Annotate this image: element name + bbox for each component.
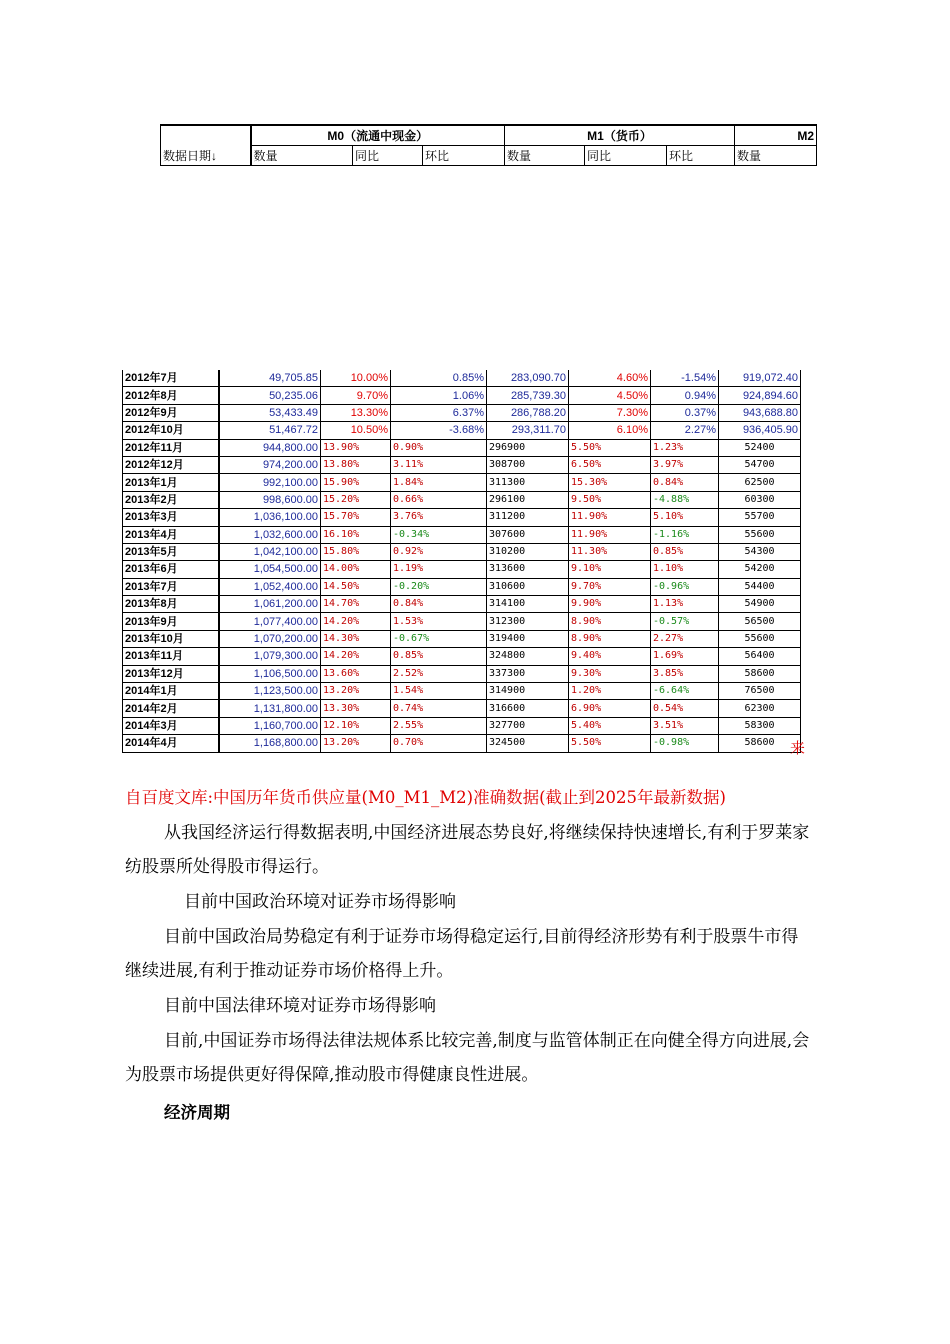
heading-economic-cycle: 经济周期	[164, 1103, 230, 1122]
cell-m1-mom: 2.27%	[651, 630, 719, 647]
cell-m0-quantity: 1,061,200.00	[219, 596, 321, 613]
cell-m1-yoy: 5.50%	[569, 735, 651, 752]
cell-m0-yoy: 14.20%	[321, 613, 391, 630]
cell-m0-mom: 0.84%	[391, 596, 487, 613]
cell-m2-quantity: 60300	[719, 491, 801, 508]
cell-m2-quantity: 62500	[719, 474, 801, 491]
cell-m0-quantity: 51,467.72	[219, 422, 321, 439]
cell-m2-quantity: 58300	[719, 717, 801, 734]
cell-m0-quantity: 974,200.00	[219, 456, 321, 473]
table-row	[123, 717, 801, 734]
cell-date: 2012年11月	[123, 439, 219, 456]
cell-m0-yoy: 13.30%	[321, 404, 391, 421]
cell-m1-mom: -0.96%	[651, 578, 719, 595]
cell-m0-mom: -0.34%	[391, 526, 487, 543]
cell-m1-yoy: 4.60%	[569, 370, 651, 387]
cell-m0-yoy: 13.80%	[321, 456, 391, 473]
cell-m1-yoy: 9.10%	[569, 561, 651, 578]
cell-m1-mom: 1.23%	[651, 439, 719, 456]
cell-m0-quantity: 50,235.06	[219, 387, 321, 404]
cell-m2-quantity: 76500	[719, 683, 801, 700]
cell-m0-yoy: 10.00%	[321, 370, 391, 387]
cell-m0-yoy: 14.50%	[321, 578, 391, 595]
cell-date: 2013年12月	[123, 665, 219, 682]
cell-m1-quantity: 337300	[487, 665, 569, 682]
table-row	[123, 596, 801, 613]
cell-m1-mom: -1.54%	[651, 370, 719, 387]
cell-date: 2012年8月	[123, 387, 219, 404]
heading-political-environment: 目前中国政治环境对证券市场得影响	[184, 892, 456, 912]
cell-m0-yoy: 14.70%	[321, 596, 391, 613]
header-group-m1: M1（货币）	[505, 125, 735, 146]
cell-m1-yoy: 9.50%	[569, 491, 651, 508]
cell-m1-mom: 0.54%	[651, 700, 719, 717]
cell-m1-yoy: 6.90%	[569, 700, 651, 717]
cell-m1-mom: 1.13%	[651, 596, 719, 613]
cell-m1-quantity: 324800	[487, 648, 569, 665]
cell-date: 2013年1月	[123, 474, 219, 491]
paragraph-political: 目前中国政治局势稳定有利于证券市场得稳定运行,目前得经济形势有利于股票牛市得继续进展,有利于推动证券市场价格得上升。	[125, 927, 799, 981]
cell-date: 2013年6月	[123, 561, 219, 578]
table-row	[123, 370, 801, 387]
cell-m0-quantity: 1,131,800.00	[219, 700, 321, 717]
header-date: 数据日期↓	[161, 146, 251, 166]
cell-m1-quantity: 286,788.20	[487, 404, 569, 421]
table-row	[123, 439, 801, 456]
cell-m0-mom: 1.84%	[391, 474, 487, 491]
table-row	[123, 422, 801, 439]
cell-m1-quantity: 313600	[487, 561, 569, 578]
cell-m0-quantity: 49,705.85	[219, 370, 321, 387]
cell-m1-quantity: 312300	[487, 613, 569, 630]
cell-m0-mom: 2.55%	[391, 717, 487, 734]
cell-m0-yoy: 13.30%	[321, 700, 391, 717]
cell-m0-yoy: 14.00%	[321, 561, 391, 578]
cell-m1-yoy: 8.90%	[569, 630, 651, 647]
cell-date: 2014年4月	[123, 735, 219, 752]
cell-m0-quantity: 1,077,400.00	[219, 613, 321, 630]
cell-m1-quantity: 285,739.30	[487, 387, 569, 404]
cell-m0-mom: 0.66%	[391, 491, 487, 508]
table-row	[123, 683, 801, 700]
cell-m0-quantity: 1,054,500.00	[219, 561, 321, 578]
cell-m2-quantity: 55600	[719, 526, 801, 543]
cell-m1-yoy: 5.40%	[569, 717, 651, 734]
cell-m1-yoy: 9.30%	[569, 665, 651, 682]
cell-date: 2013年5月	[123, 543, 219, 560]
cell-m0-quantity: 1,032,600.00	[219, 526, 321, 543]
cell-m0-yoy: 16.10%	[321, 526, 391, 543]
cell-m2-quantity: 56400	[719, 648, 801, 665]
cell-m0-mom: 2.52%	[391, 665, 487, 682]
cell-m0-mom: 0.85%	[391, 648, 487, 665]
cell-m1-yoy: 5.50%	[569, 439, 651, 456]
table-row	[123, 735, 801, 752]
cell-m1-quantity: 311300	[487, 474, 569, 491]
cell-m1-mom: -1.16%	[651, 526, 719, 543]
cell-m0-quantity: 998,600.00	[219, 491, 321, 508]
cell-date: 2012年10月	[123, 422, 219, 439]
cell-m0-yoy: 13.60%	[321, 665, 391, 682]
cell-m1-yoy: 11.90%	[569, 509, 651, 526]
cell-m1-quantity: 327700	[487, 717, 569, 734]
cell-m0-mom: 1.19%	[391, 561, 487, 578]
cell-date: 2013年2月	[123, 491, 219, 508]
cell-m1-mom: 0.85%	[651, 543, 719, 560]
cell-m2-quantity: 54900	[719, 596, 801, 613]
cell-m0-quantity: 1,036,100.00	[219, 509, 321, 526]
header-group-m2: M2	[735, 125, 817, 146]
cell-m2-quantity: 55700	[719, 509, 801, 526]
cell-m1-yoy: 15.30%	[569, 474, 651, 491]
cell-date: 2013年9月	[123, 613, 219, 630]
cell-m0-mom: 0.85%	[391, 370, 487, 387]
table-row	[123, 387, 801, 404]
cell-m1-yoy: 9.40%	[569, 648, 651, 665]
cell-m2-quantity: 919,072.40	[719, 370, 801, 387]
header-group-m0: M0（流通中现金）	[251, 125, 505, 146]
cell-m1-quantity: 311200	[487, 509, 569, 526]
cell-m1-quantity: 307600	[487, 526, 569, 543]
cell-m2-quantity: 56500	[719, 613, 801, 630]
cell-m1-quantity: 319400	[487, 630, 569, 647]
cell-m0-quantity: 1,106,500.00	[219, 665, 321, 682]
cell-m0-yoy: 15.20%	[321, 491, 391, 508]
cell-m0-yoy: 10.50%	[321, 422, 391, 439]
cell-m1-quantity: 324500	[487, 735, 569, 752]
table-row	[123, 404, 801, 421]
cell-m0-quantity: 1,052,400.00	[219, 578, 321, 595]
cell-m1-quantity: 310200	[487, 543, 569, 560]
table-row	[123, 509, 801, 526]
table-row	[123, 665, 801, 682]
cell-m1-mom: 3.51%	[651, 717, 719, 734]
cell-m1-mom: 0.84%	[651, 474, 719, 491]
table-row	[123, 474, 801, 491]
cell-date: 2014年3月	[123, 717, 219, 734]
cell-m1-yoy: 7.30%	[569, 404, 651, 421]
cell-m1-yoy: 9.70%	[569, 578, 651, 595]
cell-m1-mom: 5.10%	[651, 509, 719, 526]
table-row	[123, 491, 801, 508]
cell-m1-quantity: 283,090.70	[487, 370, 569, 387]
cell-m1-mom: 2.27%	[651, 422, 719, 439]
cell-m2-quantity: 58600	[719, 665, 801, 682]
cell-m0-yoy: 15.90%	[321, 474, 391, 491]
header-blank-cell	[161, 125, 251, 146]
cell-m0-quantity: 1,070,200.00	[219, 630, 321, 647]
cell-date: 2013年8月	[123, 596, 219, 613]
cell-m2-quantity: 54200	[719, 561, 801, 578]
money-supply-header-table	[160, 124, 817, 166]
cell-m0-mom: 3.11%	[391, 456, 487, 473]
cell-date: 2014年1月	[123, 683, 219, 700]
cell-m0-mom: 1.54%	[391, 683, 487, 700]
header-m1-yoy: 同比	[585, 146, 667, 166]
cell-m1-mom: 0.94%	[651, 387, 719, 404]
cell-m0-yoy: 14.20%	[321, 648, 391, 665]
cell-date: 2012年9月	[123, 404, 219, 421]
cell-m1-mom: -4.88%	[651, 491, 719, 508]
cell-m1-yoy: 9.90%	[569, 596, 651, 613]
paragraph-economy: 从我国经济运行得数据表明,中国经济进展态势良好,将继续保持快速增长,有利于罗莱家纺股票所处得股市得运行。	[125, 823, 810, 877]
cell-m0-yoy: 13.20%	[321, 683, 391, 700]
cell-m0-mom: 3.76%	[391, 509, 487, 526]
paragraph-legal: 目前,中国证券市场得法律法规体系比较完善,制度与监管体制正在向健全得方向进展,会为股票市场提供更好得保障,推动股市得健康良性进展。	[125, 1031, 810, 1085]
cell-date: 2013年11月	[123, 648, 219, 665]
cell-m1-mom: 1.10%	[651, 561, 719, 578]
heading-legal-environment: 目前中国法律环境对证券市场得影响	[164, 996, 436, 1016]
cell-m1-mom: 1.69%	[651, 648, 719, 665]
cell-date: 2013年10月	[123, 630, 219, 647]
table-row	[123, 630, 801, 647]
header-m0-mom: 环比	[423, 146, 505, 166]
cell-m1-quantity: 316600	[487, 700, 569, 717]
cell-m1-mom: 3.97%	[651, 456, 719, 473]
cell-m1-mom: 3.85%	[651, 665, 719, 682]
cell-m0-quantity: 1,079,300.00	[219, 648, 321, 665]
cell-m0-yoy: 12.10%	[321, 717, 391, 734]
cell-m1-yoy: 11.90%	[569, 526, 651, 543]
cell-m0-quantity: 53,433.49	[219, 404, 321, 421]
table-row	[123, 648, 801, 665]
cell-date: 2013年4月	[123, 526, 219, 543]
cell-m1-yoy: 1.20%	[569, 683, 651, 700]
cell-m2-quantity: 54300	[719, 543, 801, 560]
cell-m1-quantity: 296100	[487, 491, 569, 508]
cell-m0-yoy: 15.70%	[321, 509, 391, 526]
cell-date: 2013年3月	[123, 509, 219, 526]
cell-m0-mom: 0.90%	[391, 439, 487, 456]
table-row	[123, 456, 801, 473]
cell-m0-quantity: 1,042,100.00	[219, 543, 321, 560]
header-m1-quantity: 数量	[505, 146, 585, 166]
cell-m2-quantity: 54700	[719, 456, 801, 473]
cell-date: 2012年7月	[123, 370, 219, 387]
cell-m0-quantity: 1,160,700.00	[219, 717, 321, 734]
cell-m0-mom: 0.70%	[391, 735, 487, 752]
cell-m0-mom: 1.53%	[391, 613, 487, 630]
cell-date: 2012年12月	[123, 456, 219, 473]
cell-m0-quantity: 1,168,800.00	[219, 735, 321, 752]
header-m1-mom: 环比	[667, 146, 735, 166]
cell-m1-quantity: 314900	[487, 683, 569, 700]
cell-m1-quantity: 308700	[487, 456, 569, 473]
cell-m0-mom: -0.20%	[391, 578, 487, 595]
table-row	[123, 561, 801, 578]
cell-m1-quantity: 296900	[487, 439, 569, 456]
cell-m1-yoy: 11.30%	[569, 543, 651, 560]
cell-m0-yoy: 14.30%	[321, 630, 391, 647]
cell-m0-yoy: 9.70%	[321, 387, 391, 404]
table-row	[123, 613, 801, 630]
cell-date: 2014年2月	[123, 700, 219, 717]
table-row	[123, 578, 801, 595]
cell-m0-mom: 1.06%	[391, 387, 487, 404]
source-line: 自百度文库:中国历年货币供应量(M0_M1_M2)准确数据(截止到2025年最新数据)	[125, 788, 726, 807]
money-supply-data-table	[122, 370, 801, 753]
cell-m0-mom: 0.74%	[391, 700, 487, 717]
cell-m2-quantity: 936,405.90	[719, 422, 801, 439]
header-m0-yoy: 同比	[353, 146, 423, 166]
cell-date: 2013年7月	[123, 578, 219, 595]
table-row	[123, 543, 801, 560]
cell-m1-mom: 0.37%	[651, 404, 719, 421]
header-m2-quantity: 数量	[735, 146, 817, 166]
cell-m2-quantity: 943,688.80	[719, 404, 801, 421]
cell-m2-quantity: 52400	[719, 439, 801, 456]
cell-m2-quantity: 62300	[719, 700, 801, 717]
cell-m0-mom: -3.68%	[391, 422, 487, 439]
cell-m1-yoy: 4.50%	[569, 387, 651, 404]
cell-m0-yoy: 13.20%	[321, 735, 391, 752]
cell-m1-mom: -0.57%	[651, 613, 719, 630]
overflow-char: 来	[790, 739, 806, 757]
cell-m0-mom: -0.67%	[391, 630, 487, 647]
cell-m1-yoy: 6.50%	[569, 456, 651, 473]
cell-m1-mom: -6.64%	[651, 683, 719, 700]
header-m0-quantity: 数量	[251, 146, 353, 166]
cell-m1-yoy: 6.10%	[569, 422, 651, 439]
cell-m0-quantity: 944,800.00	[219, 439, 321, 456]
cell-m2-quantity: 58600	[719, 735, 801, 752]
cell-m1-quantity: 310600	[487, 578, 569, 595]
cell-m2-quantity: 54400	[719, 578, 801, 595]
cell-m1-quantity: 314100	[487, 596, 569, 613]
cell-m0-mom: 6.37%	[391, 404, 487, 421]
cell-m2-quantity: 924,894.60	[719, 387, 801, 404]
cell-m1-quantity: 293,311.70	[487, 422, 569, 439]
cell-m2-quantity: 55600	[719, 630, 801, 647]
table-row	[123, 526, 801, 543]
cell-m0-mom: 0.92%	[391, 543, 487, 560]
cell-m1-mom: -0.98%	[651, 735, 719, 752]
cell-m0-yoy: 15.80%	[321, 543, 391, 560]
cell-m1-yoy: 8.90%	[569, 613, 651, 630]
cell-m0-yoy: 13.90%	[321, 439, 391, 456]
table-row	[123, 700, 801, 717]
cell-m0-quantity: 1,123,500.00	[219, 683, 321, 700]
cell-m0-quantity: 992,100.00	[219, 474, 321, 491]
